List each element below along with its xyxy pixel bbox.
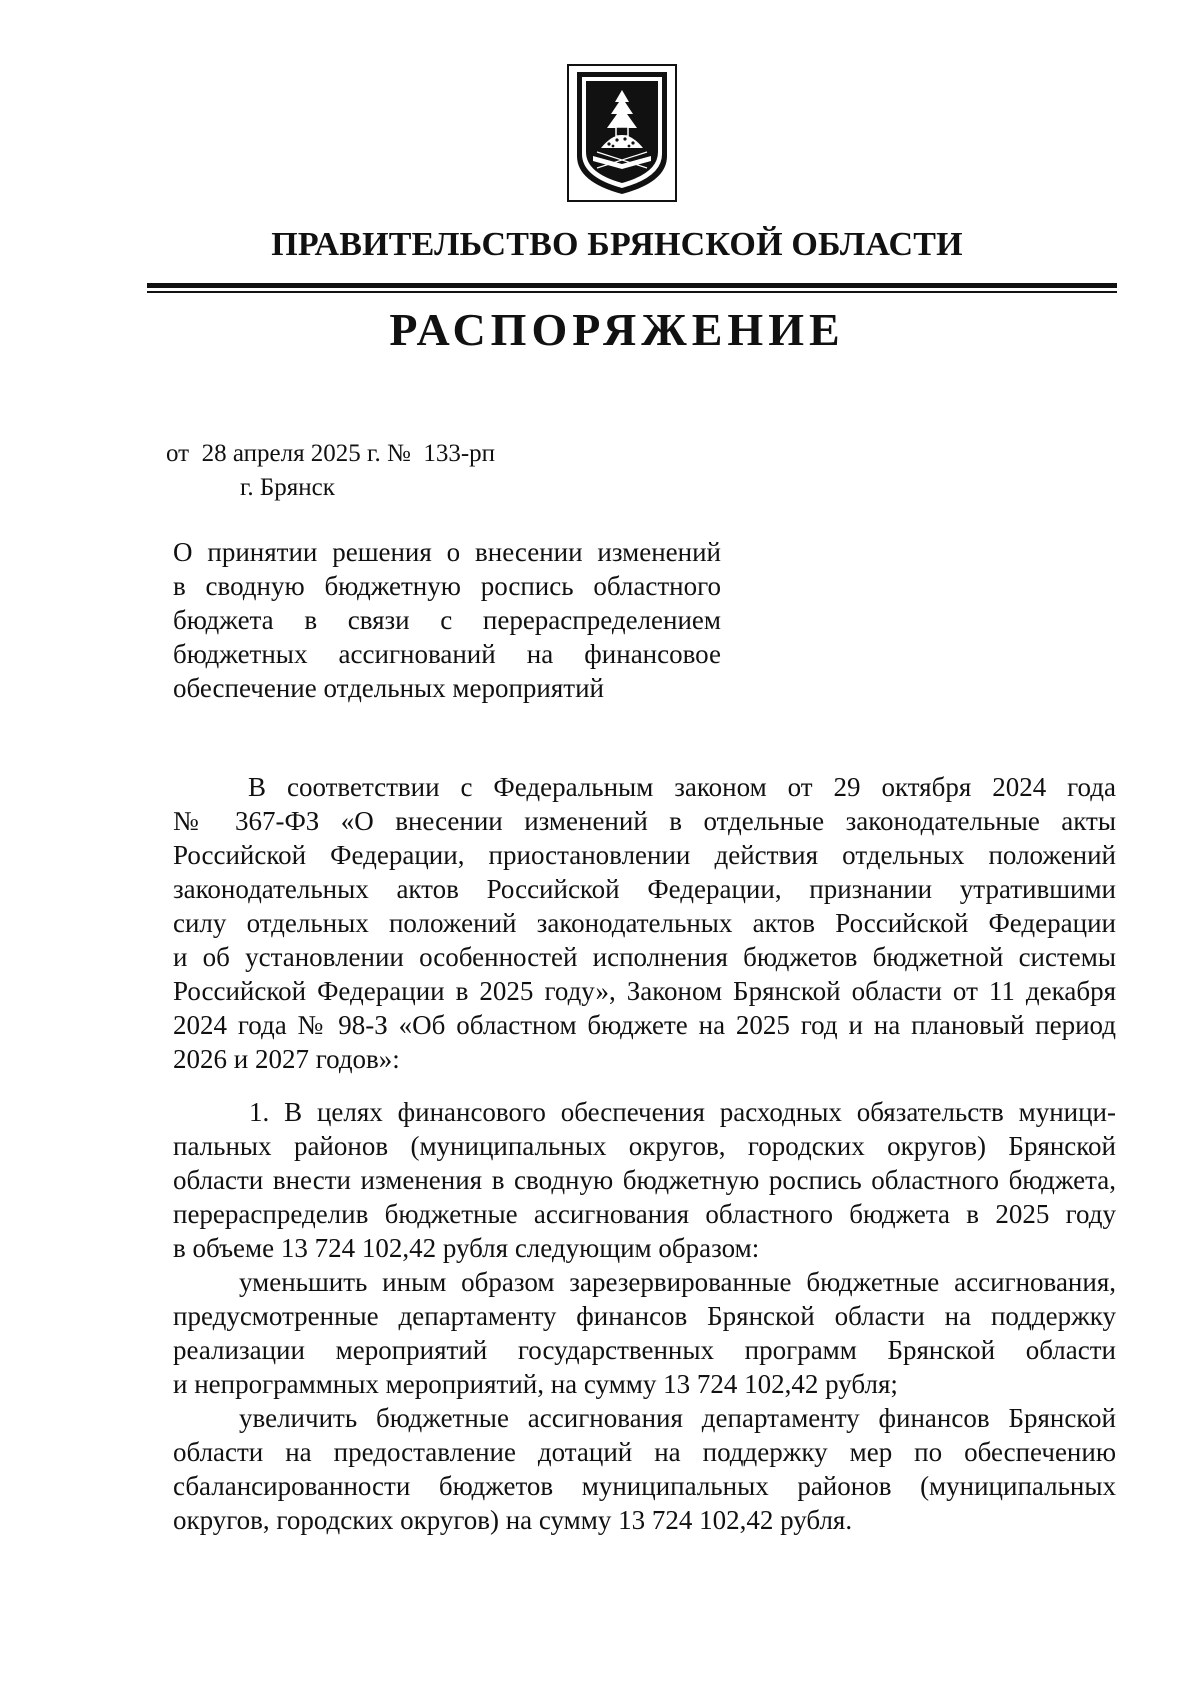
document-city: г. Брянск <box>240 474 335 501</box>
text-line: Российской Федерации, приостановлении действия отдельных положений <box>173 840 1116 870</box>
text-line: силу отдельных положений законодательных актов Российской Федерации <box>173 908 1116 938</box>
document-type-title: РАСПОРЯЖЕНИЕ <box>389 304 845 355</box>
text-line: области на предоставление дотаций на поддержку мер по обеспечению <box>173 1437 1116 1467</box>
text-line: в объеме 13 724 102,42 рубля следующим образом: <box>173 1233 760 1263</box>
preamble-paragraph <box>173 770 1116 1076</box>
text-line: области внести изменения в сводную бюджетную роспись областного бюджета, <box>173 1165 1116 1195</box>
text-line: сбалансированности бюджетов муниципальных районов (муниципальных <box>173 1471 1116 1501</box>
text-line: 2026 и 2027 годов»: <box>173 1044 400 1074</box>
document-date-number: от 28 апреля 2025 г. № 133-рп <box>166 440 496 467</box>
text-line: увеличить бюджетные ассигнования департаменту финансов Брянской <box>239 1403 1116 1433</box>
text-line: и непрограммных мероприятий, на сумму 13 724 102,42 рубля; <box>173 1369 898 1399</box>
text-line: и об установлении особенностей исполнения бюджетов бюджетной системы <box>173 942 1116 972</box>
text-line: округов, городских округов) на сумму 13 724 102,42 рубля. <box>173 1505 853 1535</box>
subject-line: в сводную бюджетную роспись областного <box>173 571 721 601</box>
organization-title: ПРАВИТЕЛЬСТВО БРЯНСКОЙ ОБЛАСТИ <box>271 226 963 263</box>
text-line: предусмотренные департаменту финансов Брянской области на поддержку <box>173 1301 1116 1331</box>
text-line: Российской Федерации в 2025 году», Законом Брянской области от 11 декабря <box>173 976 1116 1006</box>
document-subject <box>173 535 721 705</box>
text-line: реализации мероприятий государственных программ Брянской области <box>173 1335 1116 1365</box>
text-line: 1. В целях финансового обеспечения расходных обязательств муници- <box>249 1097 1116 1127</box>
text-line: перераспределив бюджетные ассигнования областного бюджета в 2025 году <box>173 1199 1116 1229</box>
text-line: уменьшить иным образом зарезервированные бюджетные ассигнования, <box>239 1267 1116 1297</box>
text-line: 2024 года № 98-З «Об областном бюджете на 2025 год и на плановый период <box>173 1010 1116 1040</box>
subject-line: обеспечение отдельных мероприятий <box>173 673 604 703</box>
text-line: В соответствии с Федеральным законом от 29 октября 2024 года <box>248 772 1116 802</box>
text-line: законодательных актов Российской Федерации, признании утратившими <box>173 874 1116 904</box>
subject-line: бюджета в связи с перераспределением <box>173 605 721 635</box>
header-rule-thin <box>147 291 1117 293</box>
text-line: пальных районов (муниципальных округов, городских округов) Брянской <box>173 1131 1116 1161</box>
text-line: № 367-ФЗ «О внесении изменений в отдельные законодательные акты <box>173 806 1116 836</box>
coat-of-arms-icon <box>567 64 677 202</box>
clause-1-paragraph <box>173 1095 1116 1537</box>
subject-line: О принятии решения о внесении изменений <box>173 537 721 567</box>
header-rule-thick <box>147 283 1117 288</box>
subject-line: бюджетных ассигнований на финансовое <box>173 639 721 669</box>
coat-of-arms-emblem <box>567 64 677 202</box>
